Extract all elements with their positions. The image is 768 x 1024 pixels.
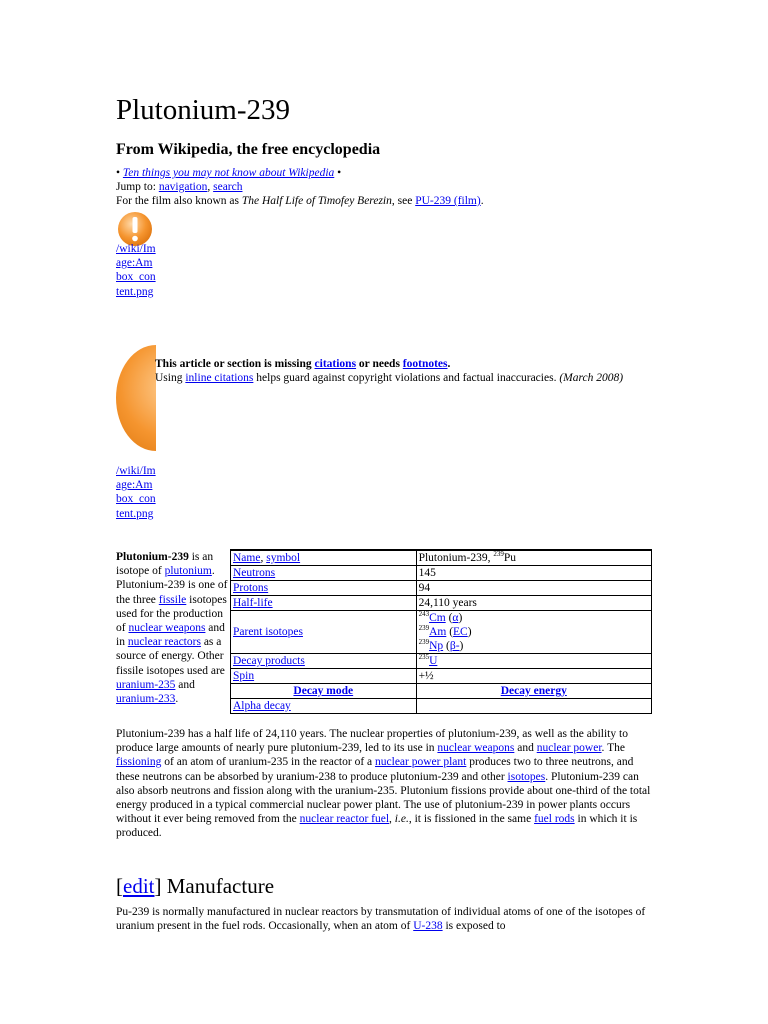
alpha-energy-value <box>416 699 651 714</box>
protons-link[interactable]: Protons <box>233 582 269 594</box>
section-heading-manufacture: [edit] Manufacture <box>116 874 275 898</box>
infobox-row-neutrons <box>231 566 652 581</box>
neptunium-link[interactable]: Np <box>429 640 444 652</box>
nuclear-reactor-fuel-link[interactable]: nuclear reactor fuel <box>299 813 390 826</box>
symbol-link[interactable]: symbol <box>266 552 301 564</box>
ten-things-line: • Ten things you may not know about Wikipedia • <box>116 167 342 179</box>
alpha-decay-link[interactable]: Alpha decay <box>233 700 291 712</box>
isotopes-link[interactable]: isotopes <box>507 770 546 783</box>
parent-isotope: $^{243}$Cm (α) <box>418 610 463 624</box>
half-life-link[interactable]: Half-life <box>233 597 273 609</box>
spin-link[interactable]: Spin <box>233 670 255 682</box>
curium-link[interactable]: Cm <box>429 612 446 624</box>
americium-link[interactable]: Am <box>429 626 447 638</box>
decay-products-link[interactable]: Decay products <box>233 655 305 667</box>
parent-isotope: $^{239}$Np (β-) <box>418 638 464 652</box>
half-life-value: 24,110 years <box>416 596 651 611</box>
decay-energy-link[interactable]: Decay energy <box>500 685 567 697</box>
hatnote: For the film also known as The Half Life of Timofey Berezin, see PU-239 (film). <box>116 195 484 207</box>
parent-isotopes-link[interactable]: Parent isotopes <box>233 626 303 638</box>
infobox-row-alpha <box>231 699 652 714</box>
name-link[interactable]: Name <box>233 552 261 564</box>
jump-to-line: Jump to: navigation, search <box>116 181 243 193</box>
nuclear-weapons-link[interactable]: nuclear weapons <box>128 622 206 635</box>
infobox-row-decay-products: Decay products $^{235}$U <box>231 654 652 669</box>
beta-decay-link[interactable]: β- <box>449 640 460 652</box>
infobox-row-halflife <box>231 596 652 611</box>
citations-link[interactable]: citations <box>314 358 357 370</box>
nuclear-power-plant-link[interactable]: nuclear power plant <box>375 756 467 769</box>
ambox-image-large <box>116 345 156 451</box>
decay-mode-link[interactable]: Decay mode <box>293 685 354 697</box>
infobox-row-decay-header <box>231 684 652 699</box>
page-title: Plutonium-239 <box>116 94 291 126</box>
alpha-decay-mode-link[interactable]: α <box>452 612 459 624</box>
ten-things-link[interactable]: Ten things you may not know about Wikipedia <box>122 167 335 179</box>
u238-link[interactable]: U-238 <box>413 920 443 933</box>
infobox-row-name: Name, symbol Plutonium-239, $^{239}$Pu <box>231 550 652 566</box>
search-link[interactable]: search <box>213 181 243 193</box>
nuclear-weapons-link-2[interactable]: nuclear weapons <box>437 742 515 755</box>
neutrons-value: 145 <box>416 566 651 581</box>
isotope-infobox <box>230 549 652 714</box>
infobox-row-spin <box>231 669 652 684</box>
infobox-row-protons <box>231 581 652 596</box>
missing-citations-notice: This article or section is missing citations or needs footnotes. Using inline citations helps guard against copyright violations and factual inaccuracies. (March 2008) <box>155 358 624 384</box>
neutrons-link[interactable]: Neutrons <box>233 567 276 579</box>
spin-value: +½ <box>416 669 651 684</box>
uranium-product-link[interactable]: U <box>429 655 438 667</box>
body-paragraph: Plutonium-239 has a half life of 24,110 years. The nuclear properties of plutonium-239, as well as the ability to produce large amounts of nearly pure plutonium-239, led to its use in nuclear weapons and nuclear power. The fissioning of an atom of uranium-235 in the reactor of a nuclear power plant produces two to three neutrons, and these neutrons can be absorbed by uranium-238 to produce plutonium-239 and other isotopes. Plutonium-239 can also absorb neutrons and fission along with the uranium-235. Plutonium fissions provide about one-third of the total energy produced in a typical commercial nuclear power plant. The use of plutonium-239 in power plants occurs without it ever being removed from the nuclear reactor fuel, i.e., it is fissioned in the same fuel rods in which it is produced. <box>116 728 651 840</box>
nuclear-power-link[interactable]: nuclear power <box>536 742 602 755</box>
footnotes-link[interactable]: footnotes <box>402 358 448 370</box>
fissile-link[interactable]: fissile <box>158 593 187 606</box>
uranium-233-link[interactable]: uranium-233 <box>116 693 176 706</box>
fuel-rods-link[interactable]: fuel rods <box>534 813 575 826</box>
plutonium-link[interactable]: plutonium <box>164 565 212 578</box>
inline-citations-link[interactable]: inline citations <box>185 372 254 384</box>
navigation-link[interactable]: navigation <box>158 181 208 193</box>
electron-capture-link[interactable]: EC <box>453 626 468 638</box>
infobox-row-parents <box>231 611 652 654</box>
uranium-235-link[interactable]: uranium-235 <box>116 678 176 691</box>
parent-isotope: $^{239}$Am (EC) <box>418 624 472 638</box>
pu239-film-link[interactable]: PU-239 (film) <box>415 195 481 207</box>
site-subtitle: From Wikipedia, the free encyclopedia <box>116 141 381 158</box>
nuclear-reactors-link[interactable]: nuclear reactors <box>127 636 201 649</box>
intro-paragraph: Plutonium-239 is an isotope of plutonium. Plutonium-239 is one of the three fissile isotopes used for the production of nuclear weapons and in nuclear reactors as a source of energy. Other fissile isotopes used are uranium-235 and uranium-233. <box>116 551 228 706</box>
manufacture-paragraph: Pu-239 is normally manufactured in nuclear reactors by transmutation of individual atoms of one of the isotopes of uranium present in the fuel rods. Occasionally, when an atom of U-238 is exposed to <box>116 906 646 933</box>
ambox-image-link-1[interactable]: /wiki/Image:Ambox_content.png <box>116 243 156 298</box>
fissioning-link[interactable]: fissioning <box>116 756 162 769</box>
ambox-image-link-2[interactable]: /wiki/Image:Ambox_content.png <box>116 465 156 520</box>
protons-value: 94 <box>416 581 651 596</box>
edit-section-link[interactable]: edit <box>123 874 155 898</box>
